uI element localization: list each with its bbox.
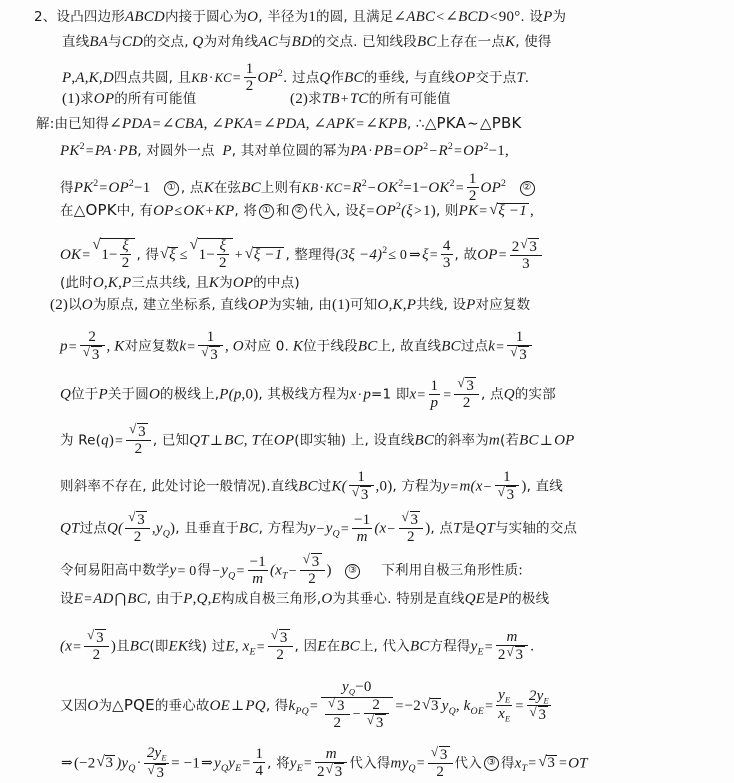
fraction-root3-2: √ $\frac{3}{2}$: [325, 697, 350, 731]
radical: √ 3: [328, 697, 347, 714]
fraction-ye-xe: $\frac{y_E}{x_E}$: [498, 687, 511, 724]
problem-line-1: 2、设凸四边形ABCD内接于圆心为O, 半径为1的圆, 且满足∠ABC<∠BCD<90°. 设P为: [34, 9, 567, 25]
solution-line-6: (此时O,K,P三点共线, 且K为OP的中点): [60, 275, 300, 291]
fraction-root3-2: √ $\frac{3}{2}$: [84, 629, 109, 663]
radical: √ 1− $\frac{\xi}{2}$: [190, 238, 233, 272]
fraction-root3-2: √ $\frac{3}{2}$: [428, 746, 453, 780]
solution-line-13: 令何易阳高中数学y= 0得$-y_Q=$ $\frac{-1}{m}$ ($x_T-$ √ $\frac{3}{2}$ ) ③ 下利用自极三角形性质:: [60, 554, 523, 588]
radical: √ 3: [201, 346, 220, 363]
solution-line-14: 设E=AD⋂BC, 由于P,Q,E构成自极三角形,O为其垂心. 特别是直线QE是P的极线: [60, 591, 550, 607]
solution-label: 解:: [36, 116, 55, 132]
solution-line-9: Q位于P关于圆O的极线上,P(p,0), 其极线方程为x·p=1 即x= $\frac{1}{p}$ = √ $\frac{3}{2}$ , 点Q的实部: [60, 378, 556, 412]
fraction-1-root3: 1 √ 3: [507, 329, 532, 363]
radical: √ 3: [510, 346, 529, 363]
radical: √ 3: [520, 238, 539, 255]
fraction-1-root3: 1 √ 3: [495, 469, 520, 503]
sub-question-2: (2)求TB+TC的所有可能值: [290, 91, 451, 107]
fraction-kpq: $y_Q-0$ √ $\frac{3}{2}$ − 2 √ 3: [321, 679, 393, 732]
equation-marker-3: ③: [345, 564, 360, 579]
radical: √ ξ: [160, 247, 178, 263]
radical: √ 3: [147, 764, 166, 781]
fraction-root3-2: √ $\frac{3}{2}$: [126, 423, 151, 457]
fraction-4-3: $\frac{4}{3}$: [442, 238, 451, 272]
fraction-root3-2: √ $\frac{3}{2}$: [268, 629, 293, 663]
solution-line-5: OK= √ 1− $\frac{\xi}{2}$ , 得 √ ξ ≤ √ 1− $\frac{\xi}{2}$ + √ ξ −1 , 整理得$(3\xi -4)^2\le 0$ ⇒ξ= $\frac{4}{3}$ , 故OP= $\frac{2 √ 3}{3}$: [60, 238, 544, 273]
problem-line-3: P,A,K,D四点共圆, 且KB·KC= $\frac{1}{2}$ $OP^2$. 过点Q作BC的垂线, 与直线OP交于点T.: [62, 61, 529, 95]
fraction-xi-over-2: $\frac{\xi}{2}$: [121, 238, 130, 272]
solution-line-16: 又因O为△PQE的垂心故OE⊥PQ, 得$k_{PQ}=$ $y_Q-0$ √ $\frac{3}{2}$ − 2 √ 3 =−2 √ 3 $y_Q$, $k_{OE}=$ $\frac{y_E}{x_E}$ = $2y_E$ √ 3: [60, 680, 553, 733]
fraction-2-root3: 2 √ 3: [80, 329, 105, 363]
fraction-xi-over-2: $\frac{\xi}{2}$: [219, 238, 227, 272]
radical: √ ξ −1: [245, 247, 285, 263]
fraction-2root3-3: $\frac{2 √ 3}{3}$: [510, 238, 542, 272]
radical: √ 3: [431, 746, 450, 763]
problem-line-2: 直线BA与CD的交点, Q为对角线AC与BD的交点. 已知线段BC上存在一点K, 使得: [62, 34, 552, 50]
radical: √ 3: [367, 714, 386, 731]
radical: √ 3: [129, 423, 148, 440]
solution-line-11: 则斜率不存在, 此处讨论一般情况).直线BC过K( 1 √ 3 ,0), 方程为y=m(x− 1 √ 3 ), 直线: [60, 470, 563, 504]
fraction-2ye-root3: $2y_E$ √ 3: [527, 688, 552, 724]
solution-line-3: 得$PK^2=OP^2-1$ ① , 点K在弦BC上则有$KB\cdot KC=R^2-OK^2=1-OK^2=$ $\frac{1}{2}$ $OP^2$ ②: [60, 172, 537, 205]
fraction-1-root3: 1 √ 3: [198, 329, 223, 363]
radical: √ 3: [326, 763, 345, 780]
fraction-1-root3: 1 √ 3: [349, 469, 374, 503]
solution-line-17: ⇒(−2 √ 3 )$y_Q\cdot$ $2y_E$ √ 3 = $-1\Rightarrow y_Qy_E=$ $\frac{1}{4}$ , 将$y_E=$ $\frac{m}{2 √ 3}$ 代入得$my_Q=$ √ $\frac{3}{2}$ 代入 ③ 得$x_T=$ √ 3 =OT: [60, 746, 588, 782]
radical: √ 3: [271, 629, 290, 646]
fraction-m-2root3: $\frac{m}{2 √ 3}$: [496, 629, 528, 663]
solution-line-8: p= 2 √ 3 , K对应复数k= 1 √ 3 , O对应 0. K位于线段BC上, 故直线BC过点k= 1 √ 3: [60, 330, 534, 364]
fraction-root3-2: √ $\frac{3}{2}$: [454, 377, 479, 411]
radical: √ 3: [538, 755, 557, 771]
fraction-1-p: $\frac{1}{p}$: [430, 377, 439, 411]
fraction-half: $\frac{1}{2}$: [245, 61, 254, 95]
fraction-neg1-m: $\frac{-1}{m}$: [249, 553, 266, 587]
radical: √ 3: [402, 511, 421, 528]
fraction-2ye-root3: $2y_E$ √ 3: [144, 745, 169, 781]
solution-line-7: (2)以O为原点, 建立坐标系, 直线OP为实轴, 由(1)可知O,K,P共线, 设P对应复数: [50, 297, 531, 313]
sub-question-1: (1)求OP的所有可能值: [62, 91, 197, 107]
fraction-neg1-m: $\frac{-1}{m}$: [353, 511, 371, 545]
solution-line-10: 为 Re(q)= √ $\frac{3}{2}$ , 已知QT⊥BC, T在OP(即实轴) 上, 设直线BC的斜率为m(若BC⊥OP: [60, 424, 575, 458]
equation-marker-1: ①: [164, 181, 179, 196]
radical: √ 3: [303, 553, 322, 570]
equation-marker-2: ②: [292, 204, 307, 219]
solution-line-2: $PK^2=PA\cdot PB$, 对圆外一点 P, 其对单位圆的幂为$PA\cdot PB=OP^2-R^2=OP^2-1$,: [60, 141, 509, 159]
equation-marker-1: ①: [259, 204, 274, 219]
radical: √ 3: [87, 629, 106, 646]
fraction-m-2root3: $\frac{m}{2 √ 3}$: [315, 746, 347, 780]
fraction-1-4: $\frac{1}{4}$: [255, 746, 264, 780]
radical: √ 3: [352, 486, 371, 503]
radical: √ 3: [530, 706, 549, 723]
watermark-text: 何易阳高中数学: [73, 562, 170, 579]
radical: √ 3: [507, 646, 526, 663]
radical: √ 3: [422, 698, 441, 714]
fraction-root3-2: √ $\frac{3}{2}$: [125, 511, 150, 545]
fraction-root3-2: √ $\frac{3}{2}$: [300, 553, 325, 587]
solution-line-4: 在△OPK中, 有OP≤OK+KP, 将 ① 和 ② 代入, 设$\xi=OP^2(\xi>1)$, 则PK= √ ξ −1 ,: [60, 202, 534, 219]
radical: √ 3: [128, 511, 147, 528]
radical: √ 3: [457, 377, 476, 394]
radical: √ 3: [83, 346, 102, 363]
fraction-root3-2: √ $\frac{3}{2}$: [399, 511, 424, 545]
problem-number: 2、: [34, 9, 57, 25]
fraction-2-root3: 2 √ 3: [364, 697, 389, 731]
equation-marker-2: ②: [520, 181, 535, 196]
fraction-half: $\frac{1}{2}$: [468, 171, 477, 205]
radical: √ 1− $\frac{\xi}{2}$: [92, 238, 135, 272]
radical: √ 3: [97, 755, 116, 771]
solution-line-15: (x= √ $\frac{3}{2}$ )且BC(即EK线) 过E, $x_E=$ √ $\frac{3}{2}$ , 因E在BC上, 代入BC方程得$y_E=$ $\frac{m}{2 √ 3}$ .: [60, 630, 534, 664]
radical: √ 3: [498, 486, 517, 503]
equation-marker-3: ③: [484, 756, 499, 771]
solution-line-1: 解:由已知得∠PDA=∠CBA, ∠PKA=∠PDA, ∠APK=∠KPB, ∴△PKA∼△PBK: [36, 114, 522, 132]
radical: √ ξ −1: [489, 203, 529, 219]
solution-line-12: QT过点Q( √ $\frac{3}{2}$ $,y_Q$), 且垂直于BC, 方程为$y-y_Q=$ $\frac{-1}{m}$ (x− √ $\frac{3}{2}$ ), 点T是QT与实轴的交点: [60, 512, 577, 546]
